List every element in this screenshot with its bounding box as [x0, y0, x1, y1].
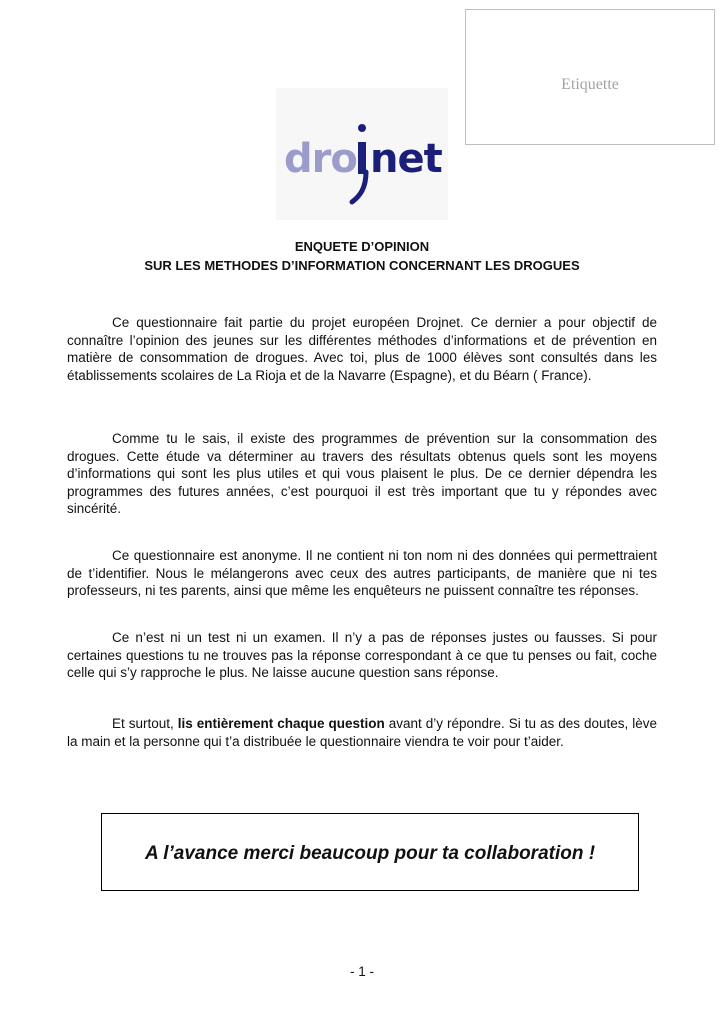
survey-title: ENQUETE D’OPINION [294, 239, 430, 254]
prevention-paragraph: Comme tu le sais, il existe des programmes de prévention sur la consommation des drogues. Cette étude va déterminer au travers des résultats obtenus quels sont les moyens d’informations qui sont les plus utiles et qui vous plaisent le plus. De ce dernier dépendra les programmes des futures années, c’est pourquoi il est très important que tu y répondes avec sincérité. [67, 431, 657, 517]
intro-paragraph: Ce questionnaire fait partie du projet européen Drojnet. Ce dernier a pour objectif de connaître l’opinion des jeunes sur les différentes méthodes d’informations et de prévention en matière de consommation de drogues. Avec toi, plus de 1000 élèves sont consultés dans les établissements scolaires de La Rioja et de la Navarre (Espagne), et du Béarn ( France). [67, 315, 657, 383]
instructions-paragraph [67, 715, 657, 750]
instructions-emphasis: lis entièrement chaque question [177, 716, 385, 731]
drojnet-logo [276, 88, 448, 220]
label-text: Etiquette [561, 76, 619, 93]
not-a-test-paragraph: Ce n’est ni un test ni un examen. Il n’y a pas de réponses justes ou fausses. Si pour certaines questions tu ne trouves pas la réponse correspondant à ce que tu penses ou fait, coche celle qui s’y rapproche le plus. Ne laisse aucune question sans réponse. [67, 630, 657, 681]
drojnet-logo-graphic [276, 88, 448, 220]
svg-text:net: net [370, 136, 442, 182]
thanks-message: A l’avance merci beaucoup pour ta collaboration ! [144, 843, 596, 864]
page-number: - 1 - [349, 964, 374, 979]
svg-text:dro: dro [284, 136, 357, 182]
survey-subtitle: SUR LES METHODES D’INFORMATION CONCERNANT LES DROGUES [144, 258, 580, 273]
thanks-box [101, 813, 639, 891]
instructions-text-start: Et surtout, [112, 716, 178, 731]
anonymity-paragraph: Ce questionnaire est anonyme. Il ne contient ni ton nom ni des données qui permettraient de t’identifier. Nous le mélangerons avec ceux des autres participants, de manière que ni tes professeurs, ni tes parents, ainsi que même les enquêteurs ne puissent connaître tes réponses. [67, 548, 657, 599]
label-box [465, 9, 715, 145]
instructions-text-end: avant d’y répondre. Si tu as des doutes, lève la main et la personne qui t’a distribuée le questionnaire viendra te voir pour t’aider. [67, 716, 658, 749]
